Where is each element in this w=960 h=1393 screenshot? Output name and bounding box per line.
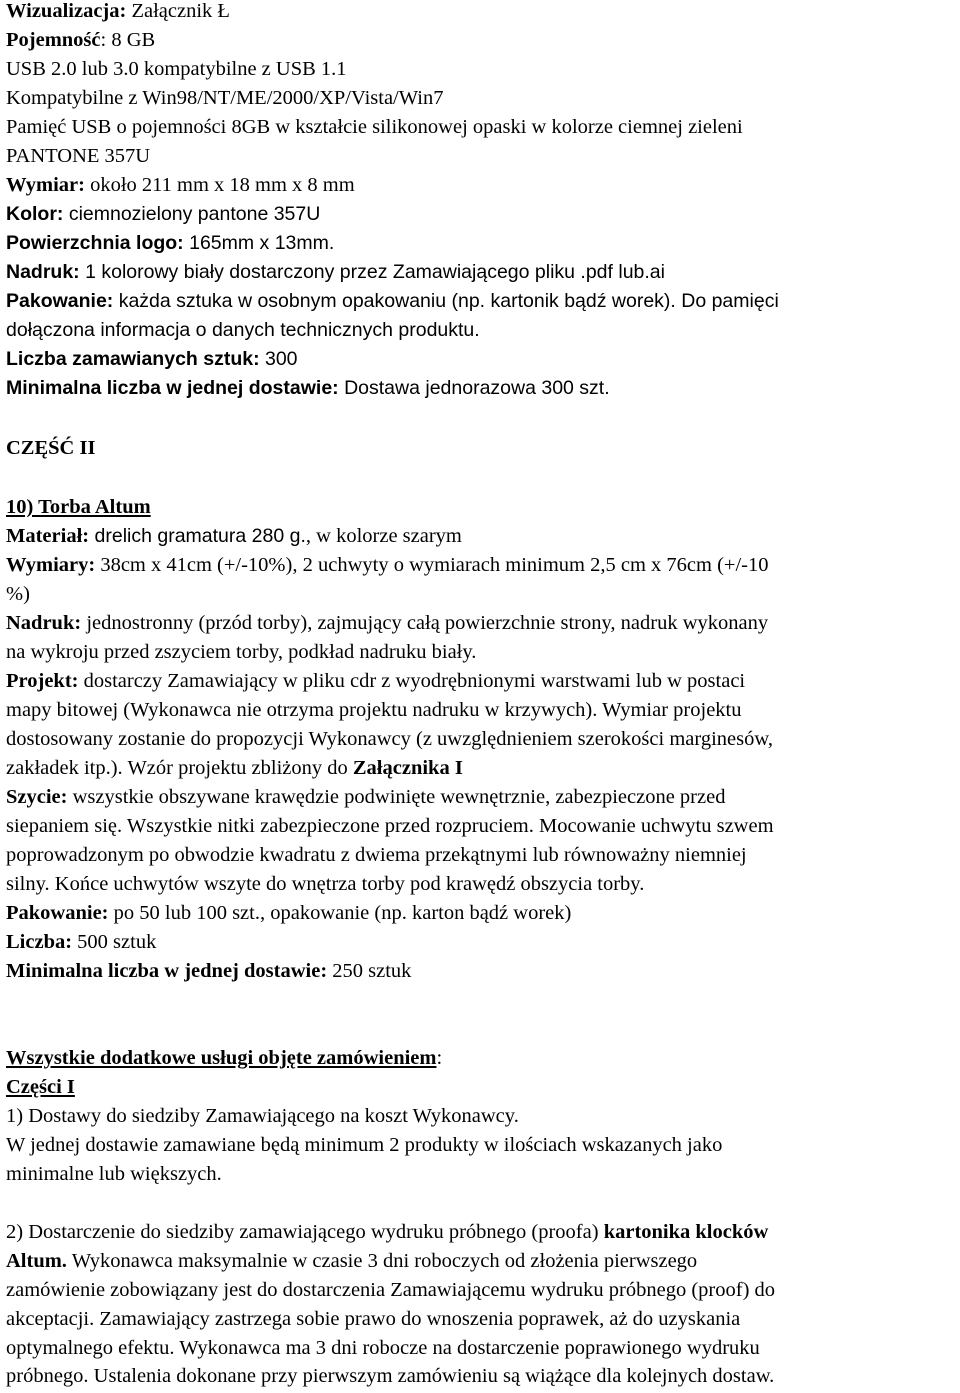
- capacity-line: [6, 26, 155, 55]
- service-item-emphasis: kartonika klocków: [603, 1221, 769, 1243]
- service-item: optymalnego efektu. Wykonawca ma 3 dni robocze na dostarczenie poprawionego wydruku: [6, 1337, 760, 1359]
- logo-area-value: 165mm x 13mm.: [183, 232, 335, 254]
- min-delivery-value: 250 sztuk: [327, 960, 412, 982]
- logo-area-line: [6, 229, 334, 258]
- capacity-label: Pojemność: [6, 29, 101, 51]
- sewing-line: [6, 783, 725, 812]
- print-label: Nadruk:: [6, 261, 80, 283]
- material-line: [6, 522, 462, 551]
- min-delivery-label: Minimalna liczba w jednej dostawie:: [6, 377, 339, 399]
- packaging-label: Pakowanie:: [6, 902, 109, 924]
- sewing-label: Szycie:: [6, 786, 68, 808]
- color-label: Kolor:: [6, 203, 64, 225]
- services-heading-colon: :: [436, 1047, 443, 1069]
- visualization-label: Wizualizacja:: [6, 0, 127, 22]
- service-item: zamówienie zobowiązany jest do dostarczenia Zamawiającemu wydruku próbnego (proof) do: [6, 1279, 776, 1301]
- services-part-label: Części I: [6, 1076, 75, 1098]
- material-suffix: , w kolorze szarym: [305, 525, 462, 547]
- sewing-value: wszystkie obszywane krawędzie podwinięte wewnętrznie, zabezpieczone przed: [67, 786, 726, 808]
- service-item-text: Wykonawca maksymalnie w czasie 3 dni roboczych od złożenia pierwszego: [66, 1250, 698, 1272]
- dimension-line: [6, 171, 355, 200]
- usb-compat-line: USB 2.0 lub 3.0 kompatybilne z USB 1.1: [6, 58, 347, 80]
- count-value: 500 sztuk: [72, 931, 157, 953]
- packaging-line: dołączona informacja o danych technicznych produktu.: [6, 319, 480, 341]
- sewing-line: silny. Końce uchwytów wszyte do wnętrza torby pod krawędź obszycia torby.: [6, 873, 645, 895]
- logo-area-label: Powierzchnia logo:: [6, 232, 184, 254]
- section-heading: CZĘŚĆ II: [6, 437, 96, 459]
- service-item: minimalne lub większych.: [6, 1163, 222, 1185]
- item-title: 10) Torba Altum: [6, 496, 151, 518]
- dimensions-line: %): [6, 583, 30, 605]
- sewing-line: siepaniem się. Wszystkie nitki zabezpieczone przed rozpruciem. Mocowanie uchwytu szwem: [6, 815, 774, 837]
- service-item-emphasis: Altum.: [6, 1250, 67, 1272]
- services-heading: [6, 1044, 442, 1073]
- dimensions-line: [6, 551, 768, 580]
- project-value: dostarczy Zamawiający w pliku cdr z wyodrębnionymi warstwami lub w postaci: [78, 670, 746, 692]
- visualization-value: Załącznik Ł: [126, 0, 230, 22]
- packaging-line: [6, 287, 779, 316]
- ordered-count-value: 300: [259, 348, 298, 370]
- print-line: [6, 258, 665, 287]
- packaging-value: każda sztuka w osobnym opakowaniu (np. kartonik bądź worek). Do pamięci: [113, 290, 779, 312]
- color-line: [6, 200, 320, 229]
- sewing-line: poprowadzonym po obwodzie kwadratu z dwiema przekątnymi lub równoważny niemniej: [6, 844, 747, 866]
- print-value: 1 kolorowy biały dostarczony przez Zamawiającego pliku .pdf lub.ai: [79, 261, 665, 283]
- print-line: na wykroju przed zszyciem torby, podkład nadruku biały.: [6, 641, 477, 663]
- visualization-line: [6, 0, 230, 26]
- project-line: [6, 754, 463, 783]
- dimension-label: Wymiar:: [6, 174, 85, 196]
- project-line: mapy bitowej (Wykonawca nie otrzyma projektu nadruku w krzywych). Wymiar projektu: [6, 699, 742, 721]
- material-value: drelich gramatura 280 g.: [89, 525, 306, 547]
- description-line: PANTONE 357U: [6, 145, 151, 167]
- print-value: jednostronny (przód torby), zajmujący całą powierzchnie strony, nadruk wykonany: [81, 612, 769, 634]
- service-item: [6, 1247, 697, 1276]
- service-item: akceptacji. Zamawiający zastrzega sobie prawo do wnoszenia poprawek, aż do uzyskania: [6, 1308, 741, 1330]
- color-value: ciemnozielony pantone 357U: [63, 203, 321, 225]
- project-text: zakładek itp.). Wzór projektu zbliżony do: [6, 757, 353, 779]
- print-label: Nadruk:: [6, 612, 82, 634]
- services-heading-text: Wszystkie dodatkowe usługi objęte zamówieniem: [6, 1047, 437, 1069]
- service-item-text: 2) Dostarczenie do siedziby zamawiającego wydruku próbnego (proofa): [6, 1221, 604, 1243]
- description-line: Pamięć USB o pojemności 8GB w kształcie silikonowej opaski w kolorze ciemnej zieleni: [6, 116, 743, 138]
- dimensions-value: 38cm x 41cm (+/-10%), 2 uchwyty o wymiarach minimum 2,5 cm x 76cm (+/-10: [95, 554, 769, 576]
- min-delivery-label: Minimalna liczba w jednej dostawie:: [6, 960, 328, 982]
- packaging-label: Pakowanie:: [6, 290, 114, 312]
- min-delivery-value: Dostawa jednorazowa 300 szt.: [338, 377, 610, 399]
- project-line: dostosowany zostanie do propozycji Wykonawcy (z uwzględnieniem szerokości marginesów,: [6, 728, 773, 750]
- min-delivery-line: [6, 957, 411, 986]
- packaging-line: [6, 899, 571, 928]
- dimension-value: około 211 mm x 18 mm x 8 mm: [84, 174, 355, 196]
- project-label: Projekt:: [6, 670, 79, 692]
- capacity-value: : 8 GB: [100, 29, 156, 51]
- dimensions-label: Wymiary:: [6, 554, 96, 576]
- service-item: [6, 1218, 768, 1247]
- ordered-count-line: [6, 345, 298, 374]
- project-line: [6, 667, 745, 696]
- service-item: próbnego. Ustalenia dokonane przy pierwszym zamówieniu są wiążące dla kolejnych dostaw.: [6, 1365, 775, 1387]
- count-label: Liczba:: [6, 931, 73, 953]
- service-item: W jednej dostawie zamawiane będą minimum 2 produkty w ilościach wskazanych jako: [6, 1134, 723, 1156]
- print-line: [6, 609, 768, 638]
- ordered-count-label: Liczba zamawianych sztuk:: [6, 348, 260, 370]
- attachment-reference: Załącznika I: [352, 757, 463, 779]
- min-delivery-line: [6, 374, 610, 403]
- packaging-value: po 50 lub 100 szt., opakowanie (np. karton bądź worek): [108, 902, 572, 924]
- material-label: Materiał:: [6, 525, 90, 547]
- service-item: 1) Dostawy do siedziby Zamawiającego na koszt Wykonawcy.: [6, 1105, 519, 1127]
- count-line: [6, 928, 156, 957]
- os-compat-line: Kompatybilne z Win98/NT/ME/2000/XP/Vista/Win7: [6, 87, 444, 109]
